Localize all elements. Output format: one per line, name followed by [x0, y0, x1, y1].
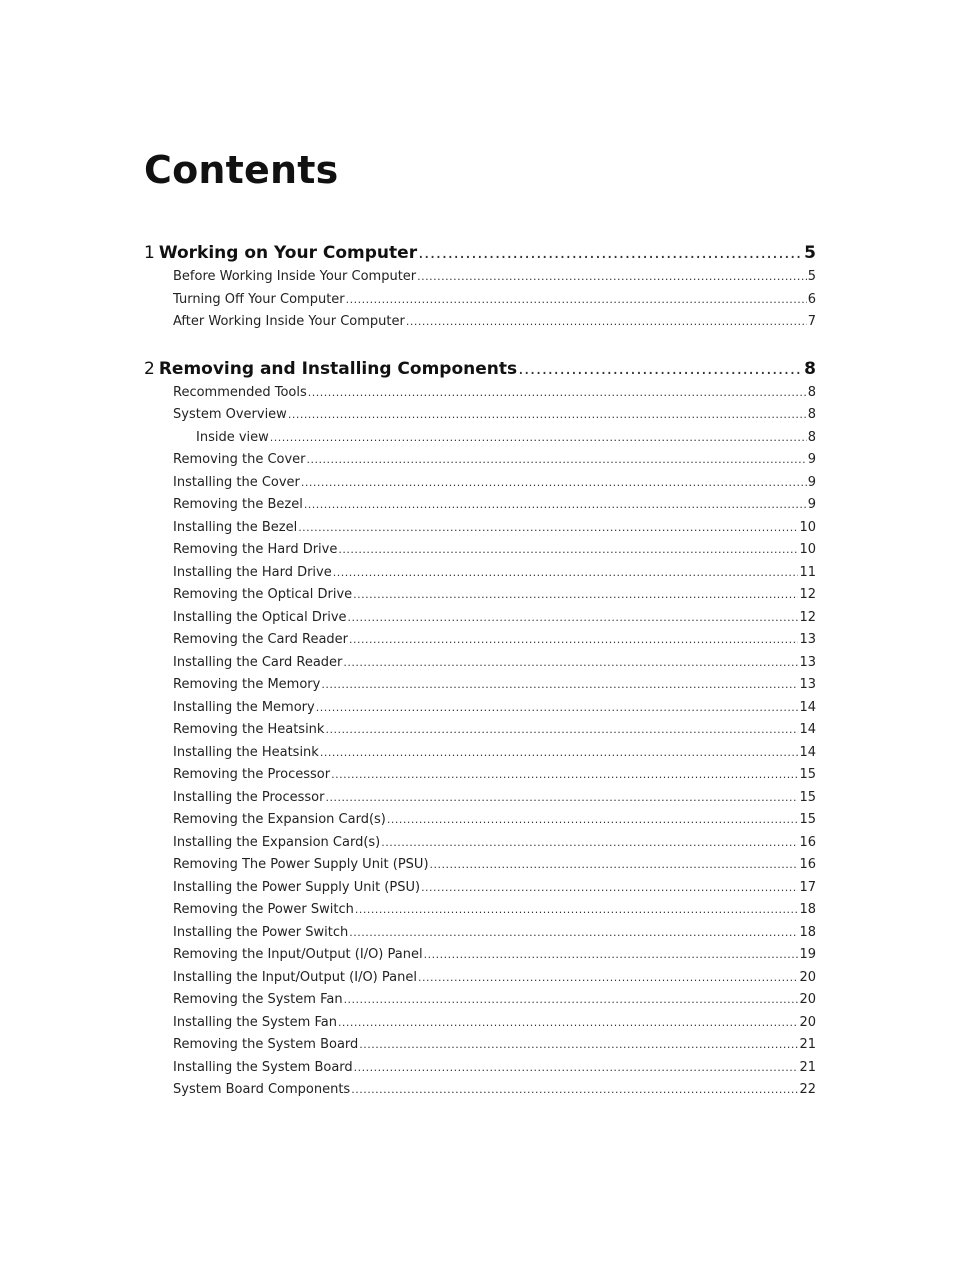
entry-page-number: 18 — [799, 924, 816, 940]
entry-title: Installing the Heatsink — [173, 744, 319, 760]
dot-leader — [351, 1079, 798, 1102]
entry-title: Removing the Power Switch — [173, 902, 354, 917]
entry-title: Removing the Processor — [173, 767, 331, 782]
entry-page-number: 9 — [807, 497, 816, 512]
entry-title: Recommended Tools — [173, 384, 307, 400]
chapter-title: Removing and Installing Components — [158, 358, 518, 379]
entry-page-number: 12 — [799, 609, 816, 625]
entry-page-number: 10 — [799, 519, 816, 535]
entry-title: Installing the Hard Drive — [173, 564, 332, 580]
toc-entry-link[interactable] — [144, 742, 816, 765]
dot-leader — [270, 427, 807, 450]
dot-leader — [518, 356, 803, 382]
dot-leader — [321, 674, 798, 697]
entry-title: Installing the Power Switch — [173, 924, 349, 940]
dot-leader — [344, 989, 799, 1012]
entry-title: Removing the System Board — [173, 1037, 359, 1052]
toc-entry-link[interactable] — [144, 719, 816, 742]
dot-leader — [348, 607, 799, 630]
entry-page-number: 19 — [799, 947, 816, 962]
dot-leader — [424, 944, 799, 967]
toc-entry-link[interactable] — [144, 832, 816, 855]
toc-entry-link[interactable] — [144, 674, 816, 697]
dot-leader — [418, 240, 803, 266]
dot-leader — [298, 517, 798, 540]
entry-page-number: 22 — [799, 1082, 816, 1097]
entry-title: Installing the Card Reader — [173, 654, 343, 670]
entry-title: After Working Inside Your Computer — [173, 314, 405, 329]
entry-page-number: 6 — [807, 291, 816, 307]
entry-title: Installing the Optical Drive — [173, 609, 347, 625]
dot-leader — [325, 787, 798, 810]
dot-leader — [288, 404, 807, 427]
entry-page-number: 16 — [799, 857, 816, 872]
entry-title: Removing the Optical Drive — [173, 587, 353, 602]
toc-entry-link[interactable] — [144, 854, 816, 877]
dot-leader — [349, 629, 798, 652]
chapter-number: 2 — [144, 358, 155, 379]
entry-page-number: 21 — [799, 1059, 816, 1075]
toc-entry-link[interactable] — [144, 584, 816, 607]
entry-page-number: 10 — [799, 542, 816, 557]
entry-title: System Overview — [173, 407, 287, 422]
toc-entry-link[interactable] — [144, 449, 816, 472]
entry-title: Installing the System Board — [173, 1059, 353, 1075]
entry-title: Installing the Cover — [173, 474, 300, 490]
entry-page-number: 13 — [799, 677, 816, 692]
entry-page-number: 20 — [799, 1014, 816, 1030]
toc-chapter-link[interactable] — [144, 356, 816, 382]
table-of-contents — [144, 240, 816, 1124]
toc-entry-link[interactable] — [144, 311, 816, 334]
entry-title: Installing the Power Supply Unit (PSU) — [173, 879, 421, 895]
dot-leader — [421, 877, 798, 900]
toc-entry-link[interactable] — [144, 472, 816, 495]
entry-title: Removing the Card Reader — [173, 632, 349, 647]
toc-entry-link[interactable] — [144, 539, 816, 562]
entry-page-number: 14 — [799, 699, 816, 715]
entry-page-number: 13 — [799, 654, 816, 670]
toc-entry-link[interactable] — [144, 517, 816, 540]
entry-page-number: 15 — [799, 789, 816, 805]
toc-entry-link[interactable] — [144, 266, 816, 289]
chapter-page-number: 5 — [804, 243, 816, 263]
entry-title: Removing the Hard Drive — [173, 542, 338, 557]
page-title: Contents — [144, 148, 339, 192]
entry-title: Installing the System Fan — [173, 1014, 337, 1030]
toc-chapter — [144, 356, 816, 1102]
entry-page-number: 13 — [799, 632, 816, 647]
entry-page-number: 9 — [807, 452, 816, 467]
dot-leader — [308, 382, 807, 405]
dot-leader — [320, 742, 799, 765]
dot-leader — [406, 311, 807, 334]
chapter-page-number: 8 — [804, 358, 816, 379]
entry-title: Installing the Bezel — [173, 519, 298, 535]
dot-leader — [349, 922, 798, 945]
dot-leader — [331, 764, 798, 787]
dot-leader — [325, 719, 798, 742]
dot-leader — [418, 967, 798, 990]
toc-entry-link[interactable] — [144, 494, 816, 517]
toc-entry-link[interactable] — [144, 562, 816, 585]
entry-title: Removing the Input/Output (I/O) Panel — [173, 947, 423, 962]
entry-title: Installing the Processor — [173, 789, 325, 805]
entry-title: Installing the Input/Output (I/O) Panel — [173, 969, 417, 985]
dot-leader — [359, 1034, 798, 1057]
entry-title: Removing the Memory — [173, 677, 321, 692]
toc-entry-link[interactable] — [144, 1034, 816, 1057]
entry-page-number: 17 — [799, 879, 816, 895]
toc-entry-link[interactable] — [144, 877, 816, 900]
toc-entry-link[interactable] — [144, 944, 816, 967]
entry-title: Inside view — [196, 429, 269, 445]
entry-title: Installing the Expansion Card(s) — [173, 834, 381, 850]
dot-leader — [430, 854, 799, 877]
toc-entry-link[interactable] — [144, 607, 816, 630]
dot-leader — [307, 449, 807, 472]
entry-page-number: 8 — [807, 384, 816, 400]
entry-title: Before Working Inside Your Computer — [173, 269, 417, 284]
entry-title: Removing the Bezel — [173, 497, 303, 512]
entry-page-number: 15 — [799, 812, 816, 827]
dot-leader — [338, 1012, 799, 1035]
dot-leader — [353, 584, 798, 607]
toc-entry-link[interactable] — [144, 967, 816, 990]
toc-entry-link[interactable] — [144, 989, 816, 1012]
entry-title: Turning Off Your Computer — [173, 291, 345, 307]
entry-page-number: 8 — [807, 407, 816, 422]
toc-entry-link[interactable] — [144, 1079, 816, 1102]
entry-page-number: 21 — [799, 1037, 816, 1052]
entry-page-number: 7 — [807, 314, 816, 329]
dot-leader — [387, 809, 799, 832]
toc-entry-link[interactable] — [144, 382, 816, 405]
dot-leader — [316, 697, 799, 720]
entry-title: Removing The Power Supply Unit (PSU) — [173, 857, 429, 872]
toc-entry-link[interactable] — [144, 764, 816, 787]
toc-entry-link[interactable] — [144, 809, 816, 832]
entry-title: Removing the Expansion Card(s) — [173, 812, 386, 827]
toc-entry-link[interactable] — [144, 1057, 816, 1080]
dot-leader — [333, 562, 799, 585]
toc-chapter — [144, 240, 816, 334]
entry-title: Removing the Heatsink — [173, 722, 325, 737]
entry-page-number: 15 — [799, 767, 816, 782]
toc-entry-link[interactable] — [144, 922, 816, 945]
dot-leader — [346, 289, 807, 312]
dot-leader — [338, 539, 798, 562]
entry-title: Installing the Memory — [173, 699, 315, 715]
toc-entry-link[interactable] — [144, 1012, 816, 1035]
entry-page-number: 11 — [799, 564, 816, 580]
dot-leader — [354, 1057, 799, 1080]
toc-entry-link[interactable] — [144, 629, 816, 652]
chapter-title: Working on Your Computer — [158, 243, 418, 263]
dot-leader — [355, 899, 799, 922]
dot-leader — [381, 832, 798, 855]
dot-leader — [343, 652, 798, 675]
toc-chapter-link[interactable] — [144, 240, 816, 266]
entry-page-number: 5 — [807, 269, 816, 284]
toc-entry-link[interactable] — [144, 697, 816, 720]
entry-page-number: 9 — [807, 474, 816, 490]
entry-page-number: 16 — [799, 834, 816, 850]
entry-page-number: 8 — [807, 429, 816, 445]
dot-leader — [301, 472, 807, 495]
dot-leader — [304, 494, 807, 517]
entry-page-number: 20 — [799, 969, 816, 985]
toc-entry-link[interactable] — [144, 427, 816, 450]
entry-page-number: 14 — [799, 722, 816, 737]
toc-entry-link[interactable] — [144, 652, 816, 675]
entry-title: Removing the Cover — [173, 452, 306, 467]
entry-page-number: 12 — [799, 587, 816, 602]
entry-page-number: 20 — [799, 992, 816, 1007]
entry-title: Removing the System Fan — [173, 992, 343, 1007]
toc-entry-link[interactable] — [144, 289, 816, 312]
chapter-number: 1 — [144, 243, 155, 263]
toc-entry-link[interactable] — [144, 899, 816, 922]
entry-page-number: 14 — [799, 744, 816, 760]
toc-entry-link[interactable] — [144, 787, 816, 810]
dot-leader — [417, 266, 807, 289]
entry-page-number: 18 — [799, 902, 816, 917]
entry-title: System Board Components — [173, 1082, 351, 1097]
toc-entry-link[interactable] — [144, 404, 816, 427]
